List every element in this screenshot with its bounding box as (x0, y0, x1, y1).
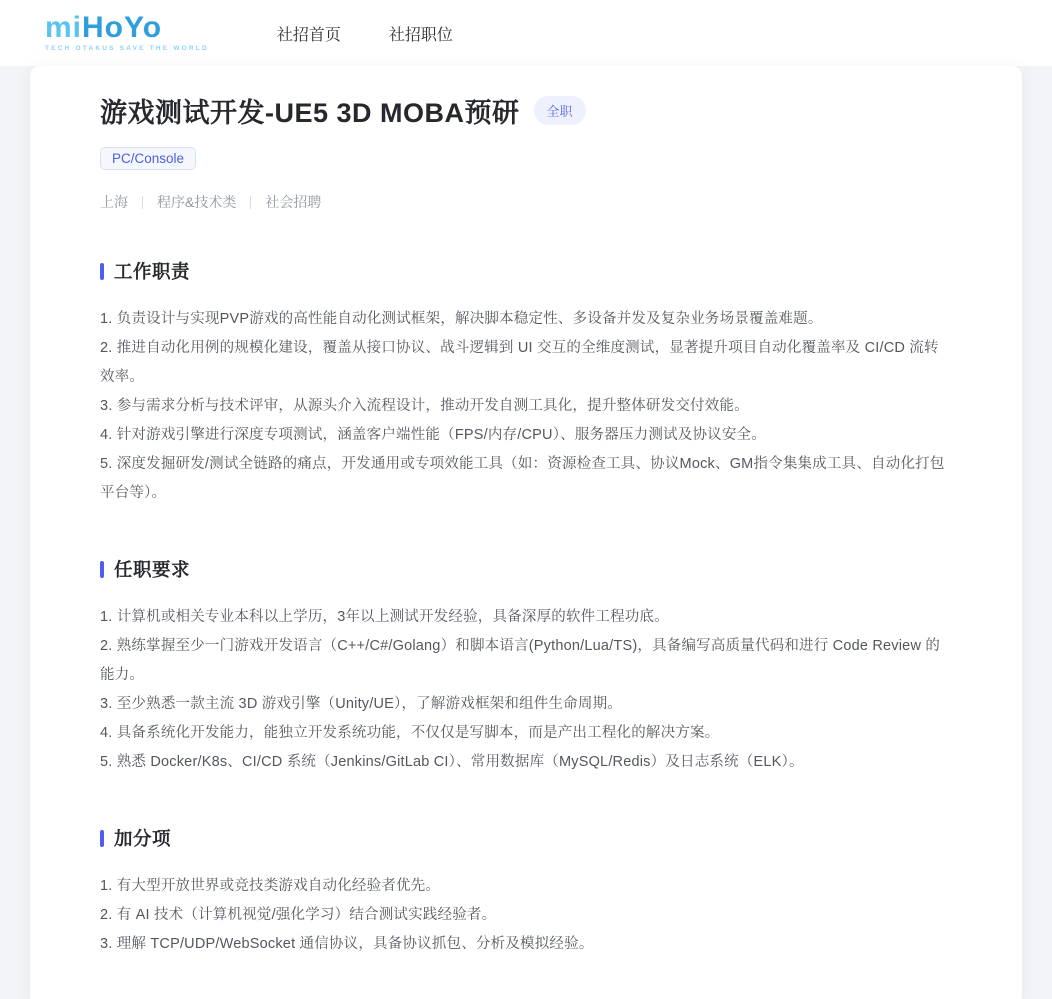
tag-row (100, 147, 952, 170)
list-item: 1. 计算机或相关专业本科以上学历，3年以上测试开发经验，具备深厚的软件工程功底。 (100, 609, 669, 625)
list-item: 5. 深度发掘研发/测试全链路的痛点，开发通用或专项效能工具（如：资源检查工具、协议Mock、GM指令集集成工具、自动化打包平台等）。 (100, 456, 945, 501)
job-detail-card (30, 66, 1022, 999)
section-heading (100, 258, 952, 284)
job-section (100, 258, 952, 508)
job-tag: PC/Console (100, 147, 196, 170)
list-item: 3. 参与需求分析与技术评审，从源头介入流程设计，推动开发自测工具化，提升整体研发交付效能。 (100, 398, 749, 414)
top-header (0, 0, 1052, 66)
list-item: 2. 有 AI 技术（计算机视觉/强化学习）结合测试实践经验者。 (100, 907, 497, 923)
nav-item-0[interactable]: 社招首页 (276, 26, 341, 44)
list-item: 2. 熟练掌握至少一门游戏开发语言（C++/C#/Golang）和脚本语言(Python/Lua/TS)，具备编写高质量代码和进行 Code Review 的能力。 (100, 638, 941, 683)
section-accent-bar-icon (100, 830, 104, 847)
section-accent-bar-icon (100, 561, 104, 578)
list-item: 2. 推进自动化用例的规模化建设，覆盖从接口协议、战斗逻辑到 UI 交互的全维度测试，显著提升项目自动化覆盖率及 CI/CD 流转效率。 (100, 340, 939, 385)
mihoyo-logo[interactable] (45, 13, 209, 53)
job-meta-row (100, 192, 952, 212)
job-section (100, 825, 952, 959)
list-item: 3. 至少熟悉一款主流 3D 游戏引擎（Unity/UE），了解游戏框架和组件生命周期。 (100, 696, 622, 712)
list-item: 4. 具备系统化开发能力，能独立开发系统功能，不仅仅是写脚本，而是产出工程化的解决方案。 (100, 725, 720, 741)
job-section (100, 556, 952, 777)
job-meta-item: 程序&技术类 (157, 194, 237, 210)
job-title: 游戏测试开发-UE5 3D MOBA预研 (100, 98, 520, 128)
list-item: 4. 针对游戏引擎进行深度专项测试，涵盖客户端性能（FPS/内存/CPU）、服务器压力测试及协议安全。 (100, 427, 766, 443)
job-meta-item: 社会招聘 (265, 194, 322, 210)
section-heading (100, 825, 952, 851)
section-item-list (100, 603, 952, 777)
title-row (100, 91, 952, 130)
section-item-list (100, 872, 952, 959)
list-item: 1. 负责设计与实现PVP游戏的高性能自动化测试框架，解决脚本稳定性、多设备并发及复杂业务场景覆盖难题。 (100, 311, 823, 327)
section-accent-bar-icon (100, 263, 104, 280)
nav-item-1[interactable]: 社招职位 (388, 26, 453, 44)
header-nav (277, 22, 453, 45)
section-title: 工作职责 (114, 261, 191, 282)
list-item: 5. 熟悉 Docker/K8s、CI/CD 系统（Jenkins/GitLab CI）、常用数据库（MySQL/Redis）及日志系统（ELK）。 (100, 754, 804, 770)
list-item: 3. 理解 TCP/UDP/WebSocket 通信协议，具备协议抓包、分析及模拟经验。 (100, 936, 594, 952)
employment-type-badge: 全职 (534, 96, 586, 125)
job-sections (100, 258, 952, 959)
meta-divider (250, 196, 251, 209)
section-title: 加分项 (114, 828, 172, 849)
list-item: 1. 有大型开放世界或竞技类游戏自动化经验者优先。 (100, 878, 441, 894)
mihoyo-logo-wordmark: miHoYo (45, 11, 163, 45)
section-heading (100, 556, 952, 582)
job-meta-item: 上海 (100, 194, 128, 210)
section-title: 任职要求 (114, 559, 191, 580)
section-item-list (100, 305, 952, 508)
meta-divider (142, 196, 143, 209)
mihoyo-logo-tagline: TECH OTAKUS SAVE THE WORLD (45, 45, 209, 53)
